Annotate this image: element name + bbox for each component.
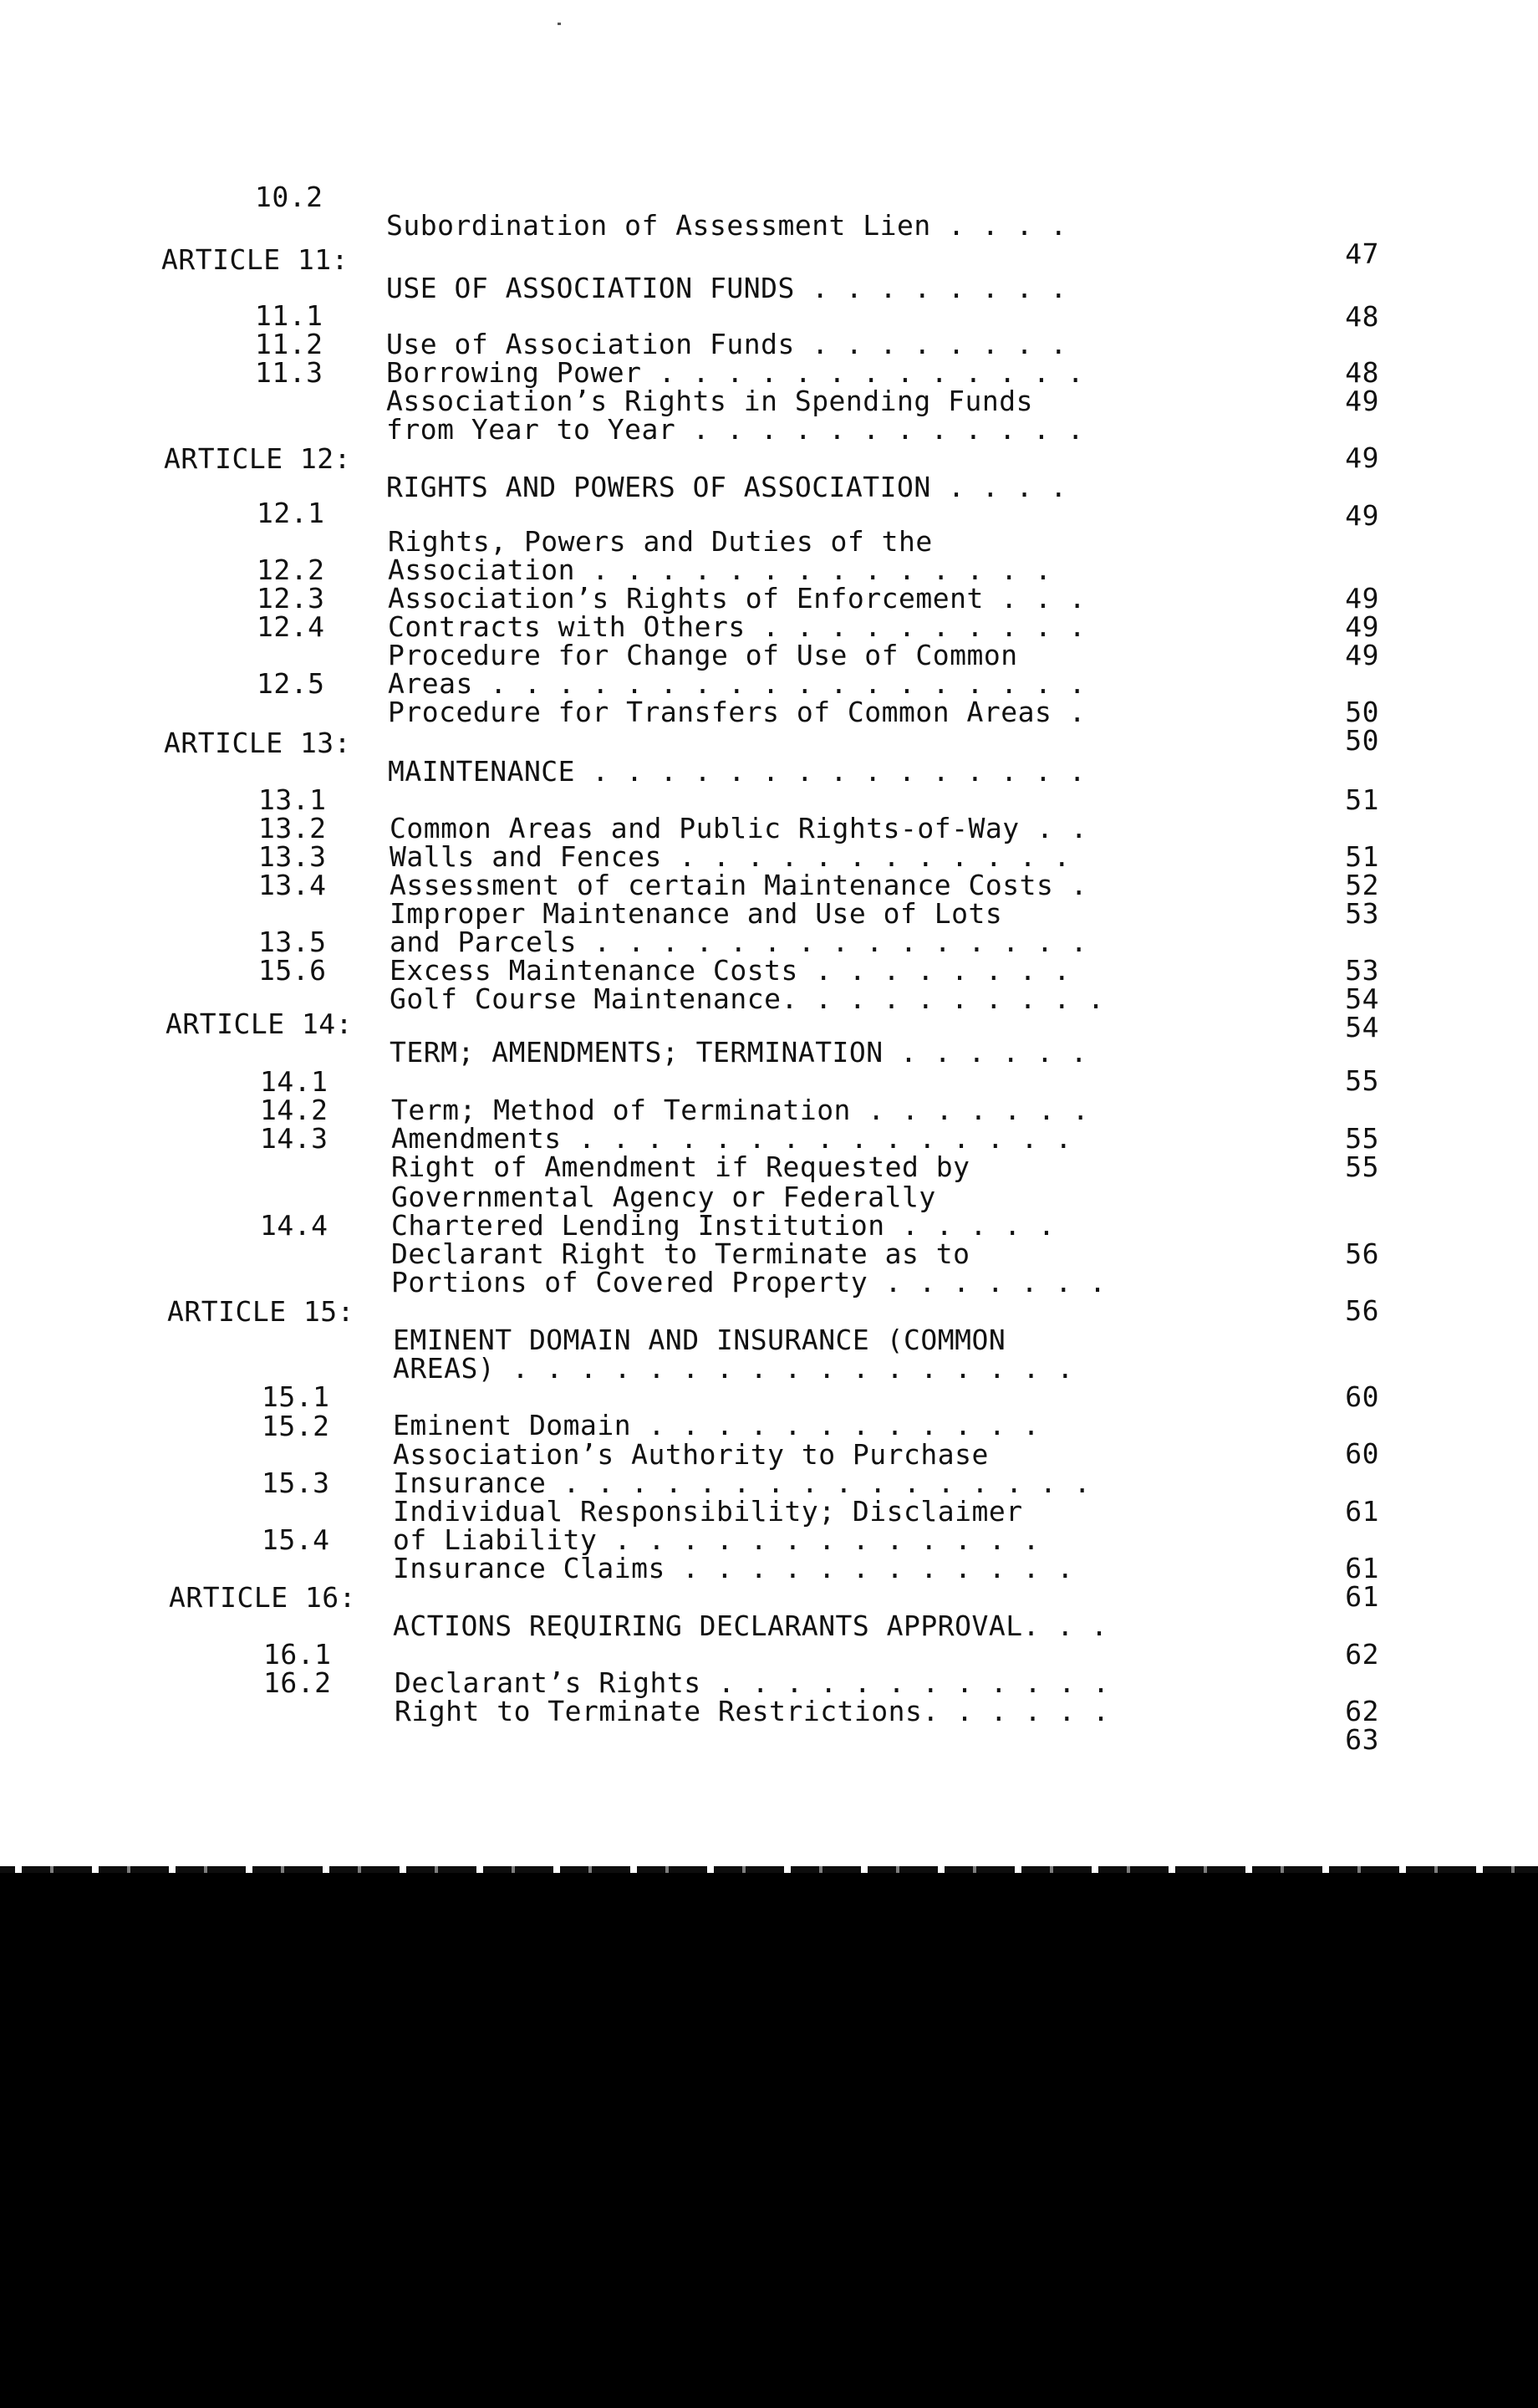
article-title: RIGHTS AND POWERS OF ASSOCIATION . . . . xyxy=(386,471,1067,503)
section-number: 16.1 xyxy=(263,1638,332,1671)
page-number: 49 xyxy=(1345,385,1379,417)
section-title: Procedure for Transfers of Common Areas . xyxy=(388,696,1087,728)
section-number: 15.1 xyxy=(262,1380,330,1413)
page-number: 52 xyxy=(1345,869,1379,901)
section-number: 13.3 xyxy=(258,840,327,873)
page-number: 55 xyxy=(1345,1064,1379,1097)
section-title: Rights, Powers and Duties of the xyxy=(388,525,933,558)
page-number: 51 xyxy=(1345,783,1379,816)
section-title: Right of Amendment if Requested by xyxy=(391,1150,970,1183)
section-number: 12.2 xyxy=(257,554,325,586)
section-title: Association’s Authority to Purchase xyxy=(393,1438,989,1471)
section-title: Areas . . . . . . . . . . . . . . . . . . xyxy=(388,667,1087,700)
page-number: 63 xyxy=(1345,1723,1379,1756)
page-number: 54 xyxy=(1345,982,1379,1015)
section-number: 13.5 xyxy=(258,926,327,958)
section-number: 14.3 xyxy=(260,1122,328,1155)
section-title: of Liability . . . . . . . . . . . . . xyxy=(393,1523,1040,1556)
section-title: Chartered Lending Institution . . . . . xyxy=(391,1209,1056,1242)
section-title: Term; Method of Termination . . . . . . . xyxy=(391,1094,1090,1126)
page-number: 49 xyxy=(1345,441,1379,474)
article-number: ARTICLE 16: xyxy=(169,1581,357,1614)
page-number: 60 xyxy=(1345,1380,1379,1413)
page-number: 56 xyxy=(1345,1294,1379,1327)
article-number: ARTICLE 15: xyxy=(167,1295,355,1328)
article-title: USE OF ASSOCIATION FUNDS . . . . . . . . xyxy=(386,272,1067,304)
section-number: 12.5 xyxy=(257,667,325,700)
section-title: Assessment of certain Maintenance Costs . xyxy=(390,869,1088,901)
section-title: Right to Terminate Restrictions. . . . . . xyxy=(395,1695,1110,1727)
section-number: 14.1 xyxy=(260,1065,328,1098)
section-number: 13.1 xyxy=(258,783,327,816)
page-number: 48 xyxy=(1345,356,1379,389)
section-title: Use of Association Funds . . . . . . . . xyxy=(386,328,1067,360)
section-title: Insurance Claims . . . . . . . . . . . . xyxy=(393,1552,1074,1584)
section-title: Insurance . . . . . . . . . . . . . . . . xyxy=(393,1467,1092,1499)
page-number: 53 xyxy=(1345,954,1379,987)
page-number: 49 xyxy=(1345,499,1379,532)
page-number: 53 xyxy=(1345,897,1379,930)
section-title: Common Areas and Public Rights-of-Way . . xyxy=(390,812,1088,844)
section-title: Improper Maintenance and Use of Lots xyxy=(390,897,1003,930)
page-number: 62 xyxy=(1345,1695,1379,1727)
page-number: 56 xyxy=(1345,1237,1379,1270)
section-title: Subordination of Assessment Lien . . . . xyxy=(386,209,1067,242)
section-number: 11.2 xyxy=(255,328,323,360)
article-title: ACTIONS REQUIRING DECLARANTS APPROVAL. . . xyxy=(393,1610,1108,1642)
section-title: Individual Responsibility; Disclaimer xyxy=(393,1495,1023,1528)
section-title: Amendments . . . . . . . . . . . . . . . xyxy=(391,1122,1072,1155)
article-number: ARTICLE 14: xyxy=(166,1008,354,1040)
article-title: TERM; AMENDMENTS; TERMINATION . . . . . . xyxy=(390,1036,1088,1069)
article-title: MAINTENANCE . . . . . . . . . . . . . . . xyxy=(388,755,1087,788)
page-number: 47 xyxy=(1345,237,1379,270)
article-number: ARTICLE 12: xyxy=(164,442,352,475)
section-number: 11.3 xyxy=(255,356,323,389)
page-number: 60 xyxy=(1345,1437,1379,1470)
article-title: AREAS) . . . . . . . . . . . . . . . . . xyxy=(393,1352,1074,1385)
section-number: 14.4 xyxy=(260,1209,328,1242)
page-number: 50 xyxy=(1345,724,1379,757)
page-number: 61 xyxy=(1345,1580,1379,1613)
section-title: Declarant Right to Terminate as to xyxy=(391,1237,970,1270)
page-number: 55 xyxy=(1345,1150,1379,1183)
page-number: 61 xyxy=(1345,1552,1379,1584)
section-number: 12.3 xyxy=(257,582,325,615)
page-number: 54 xyxy=(1345,1011,1379,1043)
section-number: 15.6 xyxy=(258,954,327,987)
section-number: 15.4 xyxy=(262,1523,330,1556)
section-number: 10.2 xyxy=(255,181,323,213)
section-title: Governmental Agency or Federally xyxy=(391,1181,936,1213)
section-title: Excess Maintenance Costs . . . . . . . . xyxy=(390,954,1071,987)
scanner-black-area xyxy=(0,1873,1538,2408)
page-number: 51 xyxy=(1345,840,1379,873)
page-number: 50 xyxy=(1345,696,1379,728)
section-title: Walls and Fences . . . . . . . . . . . . xyxy=(390,840,1071,873)
page-number: 49 xyxy=(1345,639,1379,671)
article-number: ARTICLE 11: xyxy=(161,243,349,276)
section-number: 12.4 xyxy=(257,610,325,643)
section-title: Portions of Covered Property . . . . . . . xyxy=(391,1266,1107,1298)
section-title: Association’s Rights of Enforcement . . . xyxy=(388,582,1087,615)
section-title: Contracts with Others . . . . . . . . . . xyxy=(388,610,1087,643)
section-title: from Year to Year . . . . . . . . . . . . xyxy=(386,413,1085,446)
section-title: Declarant’s Rights . . . . . . . . . . . . xyxy=(395,1666,1110,1699)
section-title: Borrowing Power . . . . . . . . . . . . . xyxy=(386,356,1085,389)
article-title: EMINENT DOMAIN AND INSURANCE (COMMON xyxy=(393,1324,1006,1356)
section-title: Association’s Rights in Spending Funds xyxy=(386,385,1033,417)
page-number: 55 xyxy=(1345,1122,1379,1155)
section-title: Association . . . . . . . . . . . . . . xyxy=(388,554,1052,586)
section-title: Procedure for Change of Use of Common xyxy=(388,639,1018,671)
section-number: 12.1 xyxy=(257,497,325,529)
page-number: 48 xyxy=(1345,300,1379,333)
page-number: 62 xyxy=(1345,1638,1379,1671)
page-number: 49 xyxy=(1345,610,1379,643)
section-number: 11.1 xyxy=(255,299,323,332)
section-number: 15.3 xyxy=(262,1467,330,1499)
section-number: 14.2 xyxy=(260,1094,328,1126)
section-title: Golf Course Maintenance. . . . . . . . . . xyxy=(390,982,1105,1015)
section-number: 16.2 xyxy=(263,1666,332,1699)
section-title: and Parcels . . . . . . . . . . . . . . . xyxy=(390,926,1088,958)
page-number: 49 xyxy=(1345,582,1379,615)
page-number: 61 xyxy=(1345,1495,1379,1528)
section-number: 13.4 xyxy=(258,869,327,901)
article-number: ARTICLE 13: xyxy=(164,727,352,759)
section-number: 15.2 xyxy=(262,1410,330,1442)
section-title: Eminent Domain . . . . . . . . . . . . xyxy=(393,1409,1040,1441)
section-number: 13.2 xyxy=(258,812,327,844)
